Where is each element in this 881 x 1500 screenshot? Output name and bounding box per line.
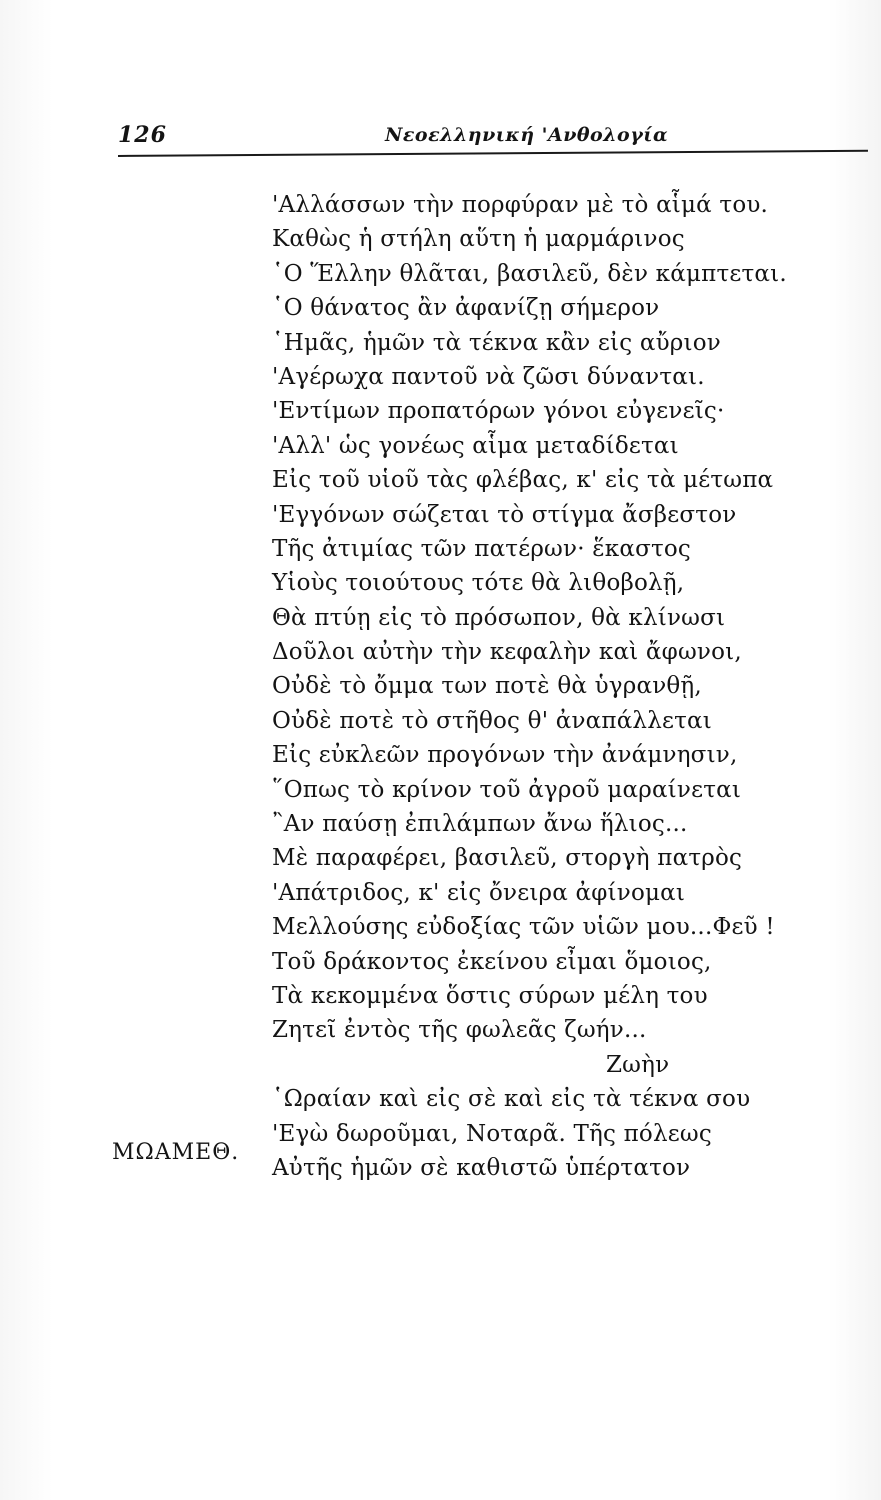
verse-line: Ζητεῖ ἐντὸς τῆς φωλεᾶς ζωήν... [272, 1017, 647, 1044]
verse-line: ῞Οπως τὸ κρίνον τοῦ ἀγροῦ μαραίνεται [272, 776, 742, 803]
verse-line: Καθὼς ἡ στήλη αὕτη ἡ μαρμάρινος [272, 226, 685, 253]
header-rule [118, 150, 868, 157]
verse-line: ῾Ημᾶς, ἡμῶν τὰ τέκνα κἂν εἰς αὔριον [272, 329, 721, 356]
verse-line: Τῆς ἀτιμίας τῶν πατέρων· ἕκαστος [272, 535, 692, 562]
verse-line: Εἰς τοῦ υἱοῦ τὰς φλέβας, κ' εἰς τὰ μέτωπα [272, 467, 774, 494]
verse-line: 'Εντίμων προπατόρων γόνοι εὐγενεῖς· [272, 398, 725, 425]
verse-line: ῾Ο Ἕλλην θλᾶται, βασιλεῦ, δὲν κάμπτεται. [272, 260, 787, 287]
verse-block [272, 188, 852, 1185]
verse-line-indented: Ζωὴν [606, 1051, 670, 1078]
verse-line: Τὰ κεκομμένα ὅστις σύρων μέλη του [272, 982, 708, 1009]
verse-line: ῾Ο θάνατος ἂν ἀφανίζῃ σήμερον [272, 295, 660, 322]
verse-line: ῾Ωραίαν καὶ εἰς σὲ καὶ εἰς τὰ τέκνα σου [272, 1086, 751, 1113]
verse-line: Οὐδὲ ποτὲ τὸ στῆθος θ' ἀναπάλλεται [272, 707, 712, 734]
verse-line: Δοῦλοι αὐτὴν τὴν κεφαλὴν καὶ ἄφωνοι, [272, 639, 742, 666]
verse-line: ῍Αν παύσῃ ἐπιλάμπων ἄνω ἥλιος... [272, 811, 688, 838]
verse-line: Αὐτῆς ἡμῶν σὲ καθιστῶ ὑπέρτατον [272, 1154, 691, 1181]
verse-line: 'Εγὼ δωροῦμαι, Νοταρᾶ. Τῆς πόλεως [272, 1120, 712, 1147]
verse-line: Υἱοὺς τοιούτους τότε θὰ λιθοβολῇ, [272, 570, 685, 597]
verse-line: Μελλούσης εὐδοξίας τῶν υἱῶν μου...Φεῦ ! [272, 914, 775, 941]
verse-line: Οὐδὲ τὸ ὄμμα των ποτὲ θὰ ὑγρανθῇ, [272, 673, 702, 700]
speaker-name: ΜΩΑΜΕΘ. [112, 1140, 240, 1165]
verse-line: 'Εγγόνων σώζεται τὸ στίγμα ἄσβεστον [272, 501, 737, 528]
running-title: Νεοελληνική 'Ανθολογία [385, 124, 669, 146]
verse-line: 'Αλλάσσων τὴν πορφύραν μὲ τὸ αἷμά του. [272, 192, 769, 218]
page-number: 126 [118, 122, 167, 148]
verse-line: Τοῦ δράκοντος ἐκείνου εἶμαι ὅμοιος, [272, 948, 712, 975]
verse-line: 'Αγέρωχα παντοῦ νὰ ζῶσι δύνανται. [272, 363, 705, 390]
verse-line: Μὲ παραφέρει, βασιλεῦ, στοργὴ πατρὸς [272, 845, 743, 872]
verse-line: 'Αλλ' ὡς γονέως αἷμα μεταδίδεται [272, 432, 679, 459]
verse-line: 'Απάτριδος, κ' εἰς ὄνειρα ἀφίνομαι [272, 879, 686, 906]
verse-line: Εἰς εὐκλεῶν προγόνων τὴν ἀνάμνησιν, [272, 742, 738, 769]
verse-line: Θὰ πτύῃ εἰς τὸ πρόσωπον, θὰ κλίνωσι [272, 604, 726, 631]
